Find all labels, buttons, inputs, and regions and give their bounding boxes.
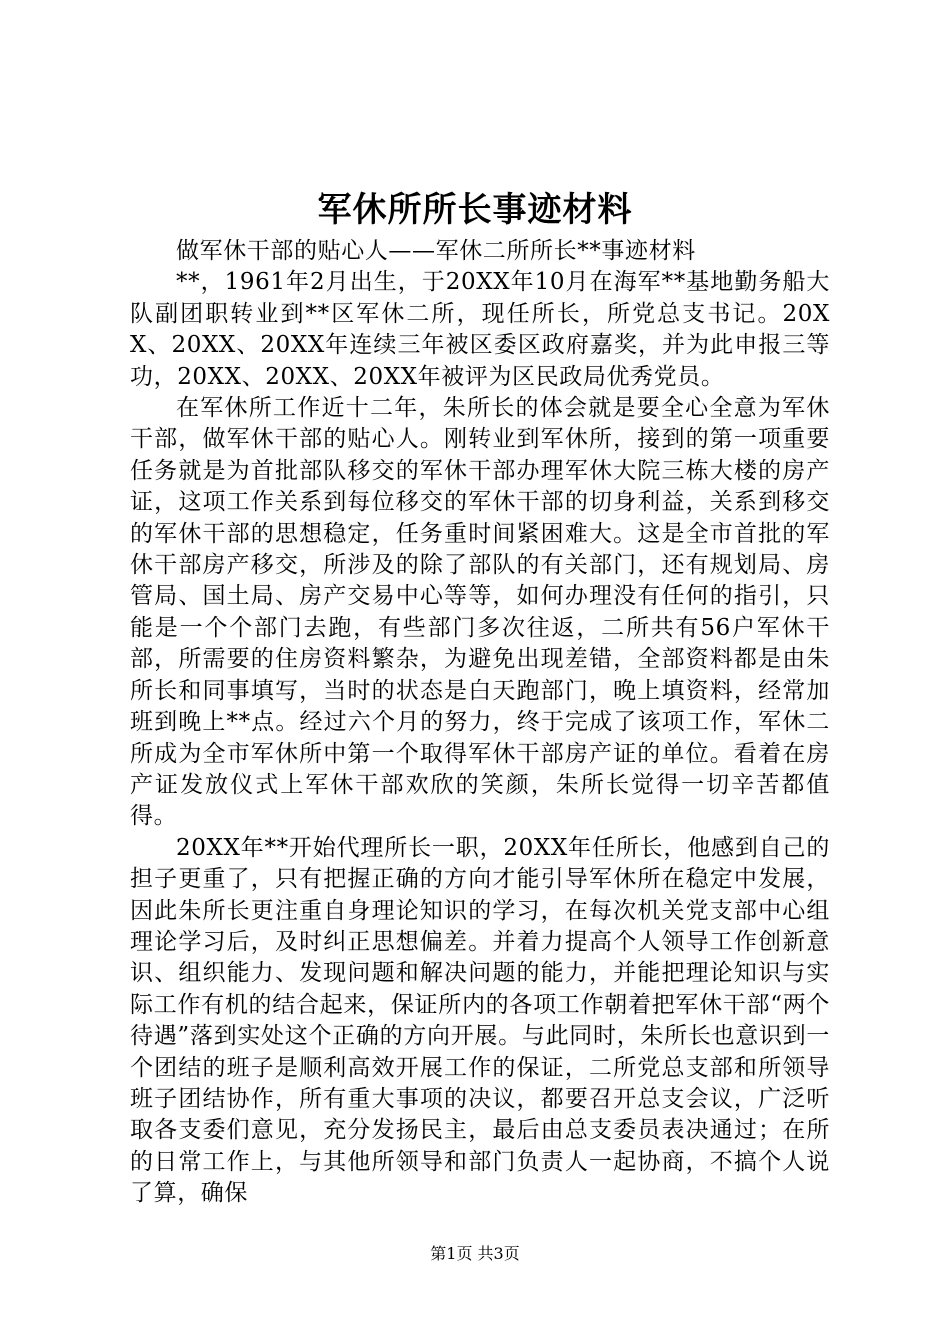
- document-title: 军休所所长事迹材料: [317, 190, 633, 230]
- page-footer: 第1页 共3页: [430, 1244, 520, 1263]
- document-body: [130, 236, 830, 1210]
- document-subtitle: 做军休干部的贴心人——军休二所所长**事迹材料: [176, 238, 696, 264]
- paragraph-3: 20XX年**开始代理所长一职，20XX年任所长，他感到自己的担子更重了，只有把握正确的方向才能引导军休所在稳定中发展，因此朱所长更注重自身理论知识的学习，在每次机关党支部中心组理论学习后，及时纠正思想偏差。并着力提高个人领导工作创新意识、组织能力、发现问题和解决问题的能力，并能把理论知识与实际工作有机的结合起来，保证所内的各项工作朝着把军休干部“两个待遇”落到实处这个正确的方向开展。与此同时，朱所长也意识到一个团结的班子是顺利高效开展工作的保证，二所党总支部和所领导班子团结协作，所有重大事项的决议，都要召开总支会议，广泛听取各支委们意见，充分发扬民主，最后由总支委员表决通过；在所的日常工作上，与其他所领导和部门负责人一起协商，不搞个人说了算，确保: [130, 834, 830, 1207]
- paragraph-1: **，1961年2月出生，于20XX年10月在海军**基地勤务船大队副团职转业到**区军休二所，现任所长，所党总支书记。20XX、20XX、20XX年连续三年被区委区政府嘉奖，并为此申报三等功，20XX、20XX、20XX年被评为区民政局优秀党员。: [130, 269, 830, 390]
- paragraph-2: 在军休所工作近十二年，朱所长的体会就是要全心全意为军休干部，做军休干部的贴心人。刚转业到军休所，接到的第一项重要任务就是为首批部队移交的军休干部办理军休大院三栋大楼的房产证，这项工作关系到每位移交的军休干部的切身利益，关系到移交的军休干部的思想稳定，任务重时间紧困难大。这是全市首批的军休干部房产移交，所涉及的除了部队的有关部门，还有规划局、房管局、国土局、房产交易中心等等，如何办理没有任何的指引，只能是一个个部门去跑，有些部门多次往返，二所共有56户军休干部，所需要的住房资料繁杂，为避免出现差错，全部资料都是由朱所长和同事填写，当时的状态是白天跑部门，晚上填资料，经常加班到晚上**点。经过六个月的努力，终于完成了该项工作，军休二所成为全市军休所中第一个取得军休干部房产证的单位。看着在房产证发放仪式上军休干部欢欣的笑颜，朱所长觉得一切辛苦都值得。: [130, 395, 830, 830]
